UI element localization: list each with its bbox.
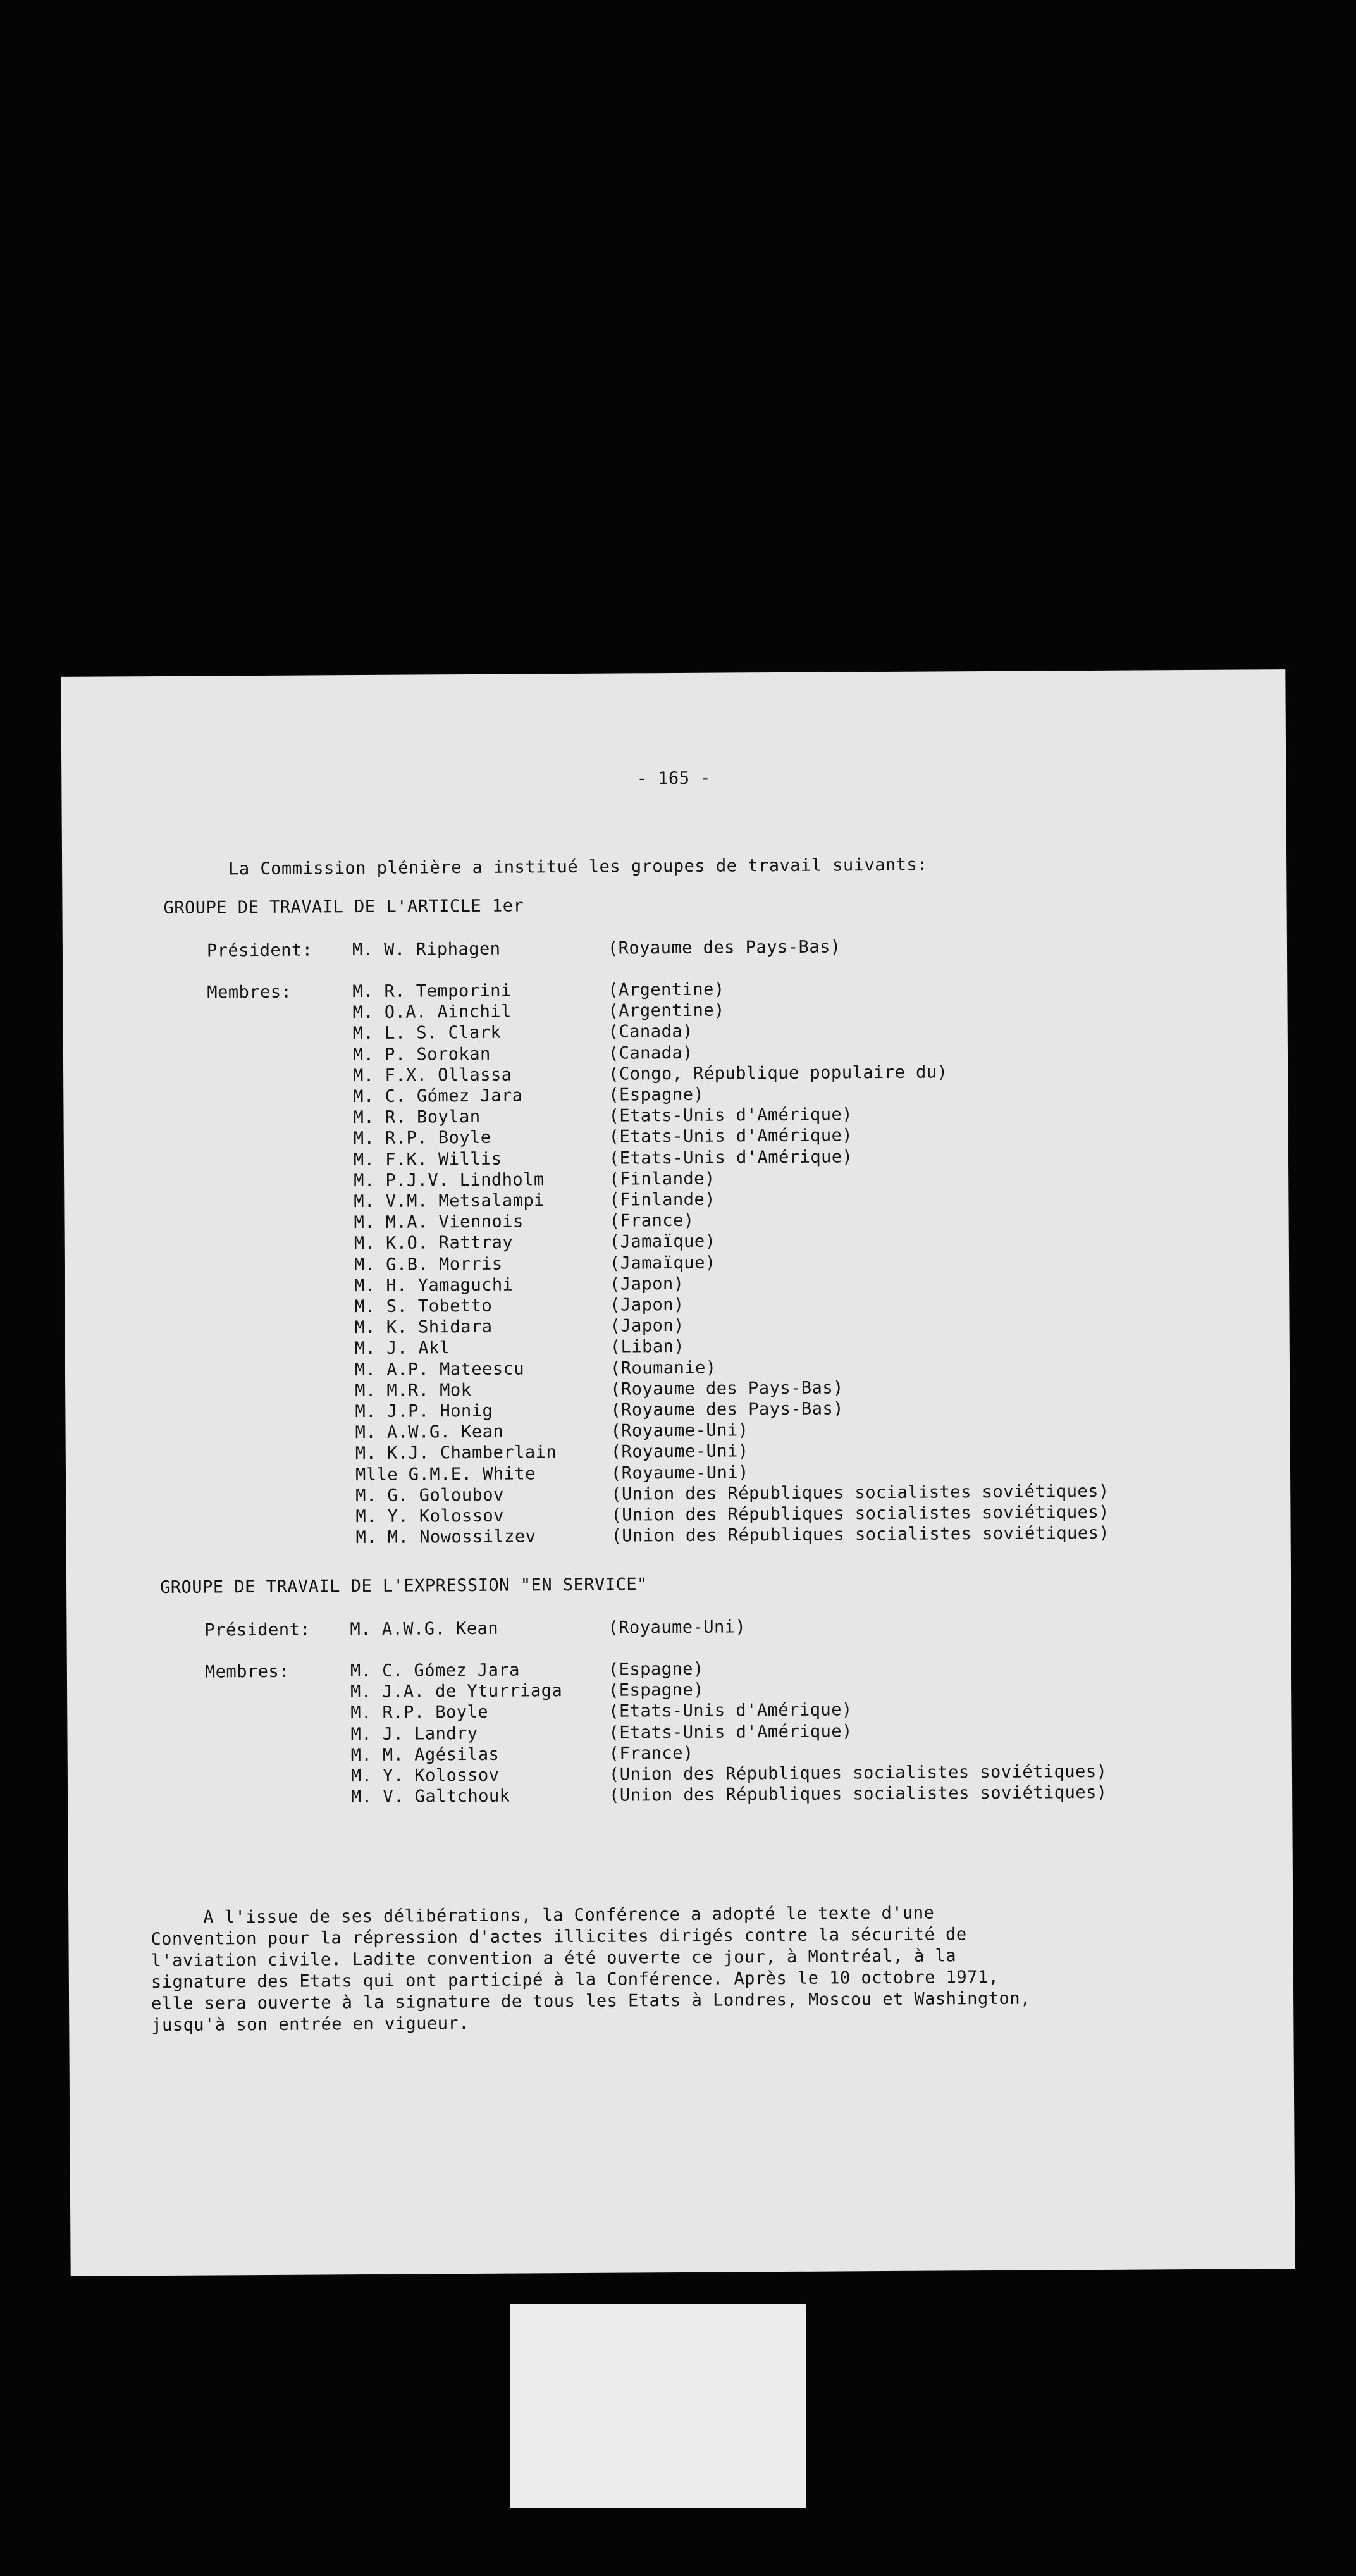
member-country: (Royaume des Pays-Bas) (610, 1378, 844, 1399)
member-country: (Royaume-Uni) (610, 1462, 749, 1483)
member-name: M. M.R. Mok (355, 1380, 472, 1401)
closing-line: elle sera ouverte à la signature de tous les Etats à Londres, Moscou et Washington, (151, 1988, 1031, 2014)
member-name: M. K.J. Chamberlain (355, 1442, 557, 1464)
member-country: (Union des Républiques socialistes soviétiques) (609, 1783, 1107, 1805)
member-name: M. F.K. Willis (353, 1149, 502, 1170)
page-number: - 165 - (636, 768, 712, 789)
member-country: (Canada) (608, 1043, 694, 1063)
member-country: (France) (609, 1211, 694, 1231)
group1-members-label: Membres: (207, 982, 292, 1003)
member-name: M. G. Goloubov (355, 1485, 504, 1506)
member-name: M. Y. Kolossov (350, 1765, 500, 1786)
group2-title: GROUPE DE TRAVAIL DE L'EXPRESSION "EN SERVICE" (159, 1575, 648, 1598)
member-name: M. P. Sorokan (352, 1044, 491, 1065)
member-name: Mlle G.M.E. White (355, 1463, 536, 1485)
group1-president-country: (Royaume des Pays-Bas) (607, 937, 841, 958)
member-country: (Etats-Unis d'Amérique) (608, 1125, 853, 1148)
member-country: (Espagne) (608, 1680, 705, 1700)
member-country: (Roumanie) (610, 1358, 717, 1378)
group2-president-label: Président: (204, 1619, 311, 1640)
member-name: M. C. Gómez Jara (353, 1086, 523, 1107)
member-country: (Union des Républiques socialistes soviétiques) (611, 1481, 1109, 1504)
member-name: M. G.B. Morris (354, 1254, 503, 1275)
group2-president-country: (Royaume-Uni) (608, 1617, 746, 1638)
member-name: M. O.A. Ainchil (352, 1001, 512, 1023)
group1-president-name: M. W. Riphagen (352, 939, 501, 960)
member-country: (Union des Républiques socialistes soviétiques) (611, 1523, 1110, 1546)
member-country: (Finlande) (609, 1168, 715, 1189)
member-country: (Jamaïque) (609, 1232, 716, 1253)
member-name: M. C. Gómez Jara (350, 1660, 521, 1681)
document-body (61, 669, 1295, 2276)
closing-paragraph (151, 1902, 1062, 2036)
member-country: (Espagne) (608, 1084, 705, 1105)
member-country: (Royaume-Uni) (610, 1441, 749, 1463)
member-country: (Argentine) (608, 1000, 725, 1021)
member-name: M. F.X. Ollassa (353, 1065, 512, 1086)
member-name: M. A.P. Mateescu (354, 1359, 525, 1380)
member-name: M. P.J.V. Lindholm (354, 1170, 545, 1191)
member-name: M. M.A. Viennois (354, 1211, 524, 1233)
member-country: (Finlande) (609, 1189, 716, 1210)
member-name: M. R. Boylan (353, 1107, 481, 1128)
member-country: (Japon) (610, 1273, 684, 1294)
member-name: M. L. S. Clark (352, 1023, 502, 1044)
member-country: (Union des Républiques socialistes soviétiques) (608, 1761, 1107, 1785)
member-name: M. A.W.G. Kean (355, 1421, 504, 1443)
member-name: M. V.M. Metsalampi (354, 1191, 545, 1212)
member-country: (Royaume des Pays-Bas) (610, 1399, 844, 1420)
member-country: (Japon) (610, 1294, 684, 1315)
member-name: M. M. Agésilas (350, 1744, 500, 1765)
blank-card (510, 2304, 806, 2508)
member-country: (Etats-Unis d'Amérique) (608, 1700, 853, 1722)
group2-president-name: M. A.W.G. Kean (350, 1618, 499, 1640)
member-name: M. R. Temporini (352, 981, 512, 1002)
group2-members-label: Membres: (204, 1661, 290, 1682)
member-country: (Japon) (610, 1316, 684, 1336)
member-country: (Canada) (608, 1022, 693, 1043)
member-name: M. Y. Kolossov (355, 1506, 505, 1527)
member-country: (Etats-Unis d'Amérique) (608, 1105, 853, 1126)
closing-line: l'aviation civile. Ladite convention a été ouverte ce jour, à Montréal, à la (151, 1946, 957, 1971)
closing-line: A l'issue de ses délibérations, la Conférence a adopté le texte d'une (203, 1903, 935, 1928)
member-country: (Union des Républiques socialistes soviétiques) (611, 1502, 1110, 1525)
member-country: (Argentine) (608, 979, 725, 1000)
group1-president-label: Président: (206, 940, 313, 961)
member-country: (Liban) (610, 1337, 685, 1358)
member-name: M. K.O. Rattray (354, 1232, 514, 1254)
member-country: (Jamaïque) (609, 1253, 716, 1273)
member-country: (Espagne) (608, 1659, 704, 1680)
member-name: M. H. Yamaguchi (354, 1275, 514, 1296)
closing-line: Convention pour la répression d'actes illicites dirigés contre la sécurité de (151, 1924, 967, 1950)
member-name: M. R.P. Boyle (353, 1128, 491, 1149)
group1-title: GROUPE DE TRAVAIL DE L'ARTICLE 1er (163, 896, 524, 918)
member-name: M. M. Nowossilzev (355, 1526, 536, 1548)
member-country: (Congo, République populaire du) (608, 1062, 948, 1084)
member-name: M. V. Galtchouk (351, 1786, 510, 1807)
member-name: M. K. Shidara (354, 1316, 493, 1338)
intro-paragraph: La Commission plénière a institué les groupes de travail suivants: (228, 855, 928, 879)
member-name: M. S. Tobetto (354, 1296, 493, 1317)
member-name: M. J.P. Honig (355, 1401, 493, 1422)
member-country: (France) (608, 1743, 694, 1764)
member-name: M. J.A. de Yturriaga (350, 1681, 563, 1702)
member-country: (Royaume-Uni) (610, 1420, 749, 1441)
closing-line: signature des Etats qui ont participé à la Conférence. Après le 10 octobre 1971, (151, 1967, 999, 1993)
member-country: (Etats-Unis d'Amérique) (608, 1721, 853, 1743)
member-name: M. R.P. Boyle (350, 1702, 489, 1723)
member-country: (Etats-Unis d'Amérique) (608, 1146, 853, 1168)
document-page (61, 669, 1295, 2276)
closing-line: jusqu'à son entrée en vigueur. (151, 2014, 470, 2036)
member-name: M. J. Landry (350, 1723, 478, 1744)
member-name: M. J. Akl (354, 1338, 450, 1359)
